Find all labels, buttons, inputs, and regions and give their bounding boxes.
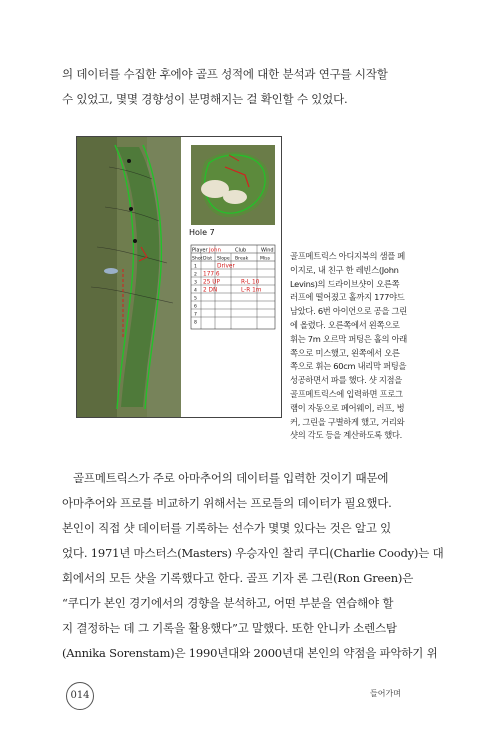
handwritten-entry: 2 DN [203, 287, 218, 294]
caption-line: 램이 자동으로 페어웨이, 러프, 벙 [290, 402, 405, 413]
golf-figure [76, 136, 282, 418]
aerial-photo [77, 137, 181, 417]
golf-figure-graphic [77, 137, 281, 417]
text-line: 회에서의 모든 샷을 기록했다고 한다. 골프 기자 론 그린(Ron Green)은 [62, 571, 414, 585]
shot-number: 7 [194, 312, 197, 318]
scorecard-subheader: Shot [192, 256, 203, 262]
text-line: “쿠디가 본인 경기에서의 경향을 분석하고, 어떤 부분을 연습해야 할 [62, 596, 394, 610]
scorecard-subheader: Slope [217, 256, 230, 262]
scorecard-subheader: Break [235, 256, 249, 262]
scorecard-header-wind: Wind [261, 247, 274, 254]
handwritten-entry: L-R 1m [241, 287, 262, 294]
shot-number: 4 [194, 288, 197, 294]
text-line: 지 결정하는 데 그 기록을 활용했다”고 말했다. 또한 안니카 소렌스탐 [62, 621, 397, 635]
handwritten-entry: 177 6 [203, 271, 220, 278]
scorecard-header-club: Club [235, 247, 247, 254]
handwritten-entry: R-L 10 [241, 279, 260, 286]
scorecard-player-name: John [209, 247, 221, 254]
text-line: 의 데이터를 수집한 후에야 골프 성적에 대한 분석과 연구를 시작할 [62, 67, 388, 81]
scorecard-subheader: Dist [203, 256, 213, 262]
text-line: 아마추어와 프로를 비교하기 위해서는 프로들의 데이터가 필요했다. [62, 496, 392, 510]
shot-number: 2 [194, 272, 197, 278]
caption-line: 샷의 각도 등을 계산하도록 했다. [290, 430, 402, 441]
caption-line: 쪽으로 휘는 60cm 내리막 퍼팅을 [290, 361, 407, 372]
caption-line: 남았다. 6번 아이언으로 공을 그린 [290, 306, 407, 317]
caption-line: 골프메트릭스에 입력하면 프로그 [290, 388, 403, 399]
shot-number: 3 [194, 280, 197, 286]
handwritten-entry: 25 UP [203, 279, 220, 286]
text-line: 었다. 1971년 마스터스(Masters) 우승자인 찰리 쿠디(Charlie Coody)는 대 [62, 546, 444, 560]
caption-line: 휘는 7m 오르막 퍼팅은 홀의 아래 [290, 333, 408, 344]
shot-number: 5 [194, 296, 197, 302]
section-title: 들어가며 [370, 689, 401, 698]
caption-line: 이지로, 내 친구 한 레빈스(John [290, 264, 399, 275]
green-inset-photo [191, 145, 275, 225]
text-line: 수 있었고, 몇몇 경향성이 분명해지는 걸 확인할 수 있었다. [62, 92, 348, 106]
caption-line: Levins)의 드라이브샷이 오른쪽 [290, 278, 400, 289]
hole-label: Hole 7 [189, 228, 215, 237]
caption-line: 커, 그린을 구별하게 했고, 거리와 [290, 416, 405, 427]
caption-line: 성공하면서 파를 했다. 샷 지점을 [290, 375, 402, 386]
caption-line: 쪽으로 미스했고, 왼쪽에서 오른 [290, 347, 400, 358]
caption-line: 러프에 떨어졌고 홀까지 177야드 [290, 292, 405, 303]
shot-number: 6 [194, 304, 197, 310]
page-number: 014 [66, 682, 94, 710]
scorecard-subheader: Miss [260, 256, 271, 262]
caption-line: 에 올렸다. 오른쪽에서 왼쪽으로 [290, 319, 400, 330]
figure-caption [290, 250, 440, 443]
body-paragraph [62, 466, 442, 666]
shot-scorecard [191, 245, 275, 329]
caption-line: 골프메트릭스 아디지북의 샘플 페 [290, 251, 406, 261]
text-line: 골프메트릭스가 주로 아마추어의 데이터를 입력한 것이기 때문에 [73, 471, 389, 485]
text-line: 본인이 직접 샷 데이터를 기록하는 선수가 몇몇 있다는 것은 알고 있 [62, 521, 392, 535]
scorecard-header-player: Player [192, 247, 208, 254]
shot-number: 8 [194, 320, 197, 326]
top-paragraph [62, 62, 442, 112]
shot-number: 1 [194, 264, 197, 270]
text-line: (Annika Sorenstam)은 1990년대와 2000년대 본인의 약점을 파악하기 위 [62, 646, 438, 660]
handwritten-entry: Driver [217, 263, 235, 270]
